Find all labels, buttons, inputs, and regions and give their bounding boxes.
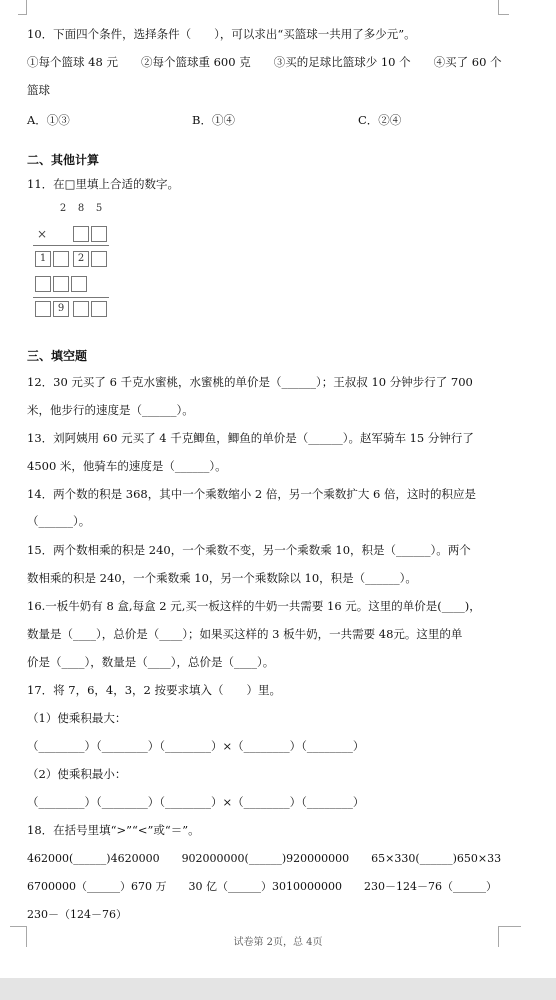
q11-total-line <box>33 297 109 298</box>
q16-line-2: 数量是（____），总价是（____）；如果买这样的 3 板牛奶，一共需要 48元。这里的单 <box>27 627 463 641</box>
section-2-title: 二、其他计算 <box>27 153 100 167</box>
q14-line-2: （______）。 <box>27 514 91 528</box>
q18-line-2: 6700000（______）670 万 30 亿（______）3010000000 230－124－76（______） <box>27 880 497 893</box>
q11-top-digit: 5 <box>95 203 103 214</box>
q11-answer-box[interactable] <box>91 251 107 267</box>
q11-sum-line <box>33 245 109 246</box>
viewer-bottom-bar <box>0 978 556 1000</box>
q11-given-box <box>35 251 51 267</box>
q12-line-1: 12．30 元买了 6 千克水蜜桃，水蜜桃的单价是（______）；王叔叔 10 分钟步行了 700 <box>27 375 473 389</box>
q17-question: 17．将 7，6，4，3，2 按要求填入（ ）里。 <box>27 683 282 697</box>
q17-blanks-1: （________）（________）（________）×（________）（________） <box>27 739 365 753</box>
crop-mark-top-right <box>498 0 509 15</box>
q18-line-1: 462000(______)4620000 902000000(______)920000000 65×330(______)650×33 <box>27 852 502 865</box>
q11-answer-box[interactable] <box>53 276 69 292</box>
q10-option-a: A．①③ <box>27 113 70 127</box>
q13-line-2: 4500 米，他骑车的速度是（______）。 <box>27 459 227 473</box>
q11-top-digit: 2 <box>59 203 67 214</box>
q17-part-2: （2）使乘积最小： <box>27 767 127 781</box>
q10-option-c: C．②④ <box>358 113 402 127</box>
q14-line-1: 14．两个数的积是 368，其中一个乘数缩小 2 倍，另一个乘数扩大 6 倍，这时的积应是 <box>27 487 476 501</box>
q17-part-1: （1）使乘积最大： <box>27 711 127 725</box>
section-3-title: 三、填空题 <box>27 349 88 363</box>
crop-mark-top-left <box>18 0 27 15</box>
q11-answer-box[interactable] <box>91 301 107 317</box>
q12-line-2: 米，他步行的速度是（______）。 <box>27 403 194 417</box>
q11-row3-digit-2: 2 <box>77 253 85 264</box>
q15-line-1: 15．两个数相乘的积是 240，一个乘数不变，另一个乘数乘 10，积是（______）。两个 <box>27 543 471 557</box>
q10-question: 10．下面四个条件，选择条件（ ），可以求出“买篮球一共用了多少元”。 <box>27 27 416 41</box>
q10-option-b: B．①④ <box>192 113 235 127</box>
q11-answer-box[interactable] <box>91 226 107 242</box>
q11-given-box <box>53 301 69 317</box>
q17-blanks-2: （________）（________）（________）×（________）（________） <box>27 795 365 809</box>
q13-line-1: 13．刘阿姨用 60 元买了 4 千克鲫鱼，鲫鱼的单价是（______）。赵军骑车 15 分钟行了 <box>27 431 474 445</box>
q11-answer-box[interactable] <box>53 251 69 267</box>
q11-top-digit: 8 <box>77 203 85 214</box>
q11-given-box <box>73 251 89 267</box>
q11-answer-box[interactable] <box>73 301 89 317</box>
page-footer: 试卷第 2页，总 4页 <box>233 937 323 948</box>
q18-line-3: 230－（124－76） <box>27 908 127 921</box>
q11-answer-box[interactable] <box>35 276 51 292</box>
q16-line-1: 16.一板牛奶有 8 盒,每盒 2 元,买一板这样的牛奶一共需要 16 元。这里的单价是(____)， <box>27 599 481 613</box>
q11-answer-box[interactable] <box>71 276 87 292</box>
q11-times-sign: × <box>37 227 48 241</box>
q11-question: 11．在□里填上合适的数字。 <box>27 177 179 191</box>
q15-line-2: 数相乘的积是 240，一个乘数乘 10，另一个乘数除以 10，积是（______）。 <box>27 571 417 585</box>
q11-row5-digit: 9 <box>57 303 65 314</box>
q10-conditions: ①每个篮球 48 元 ②每个篮球重 600 克 ③买的足球比篮球少 10 个 ④买了 60 个 <box>27 55 502 69</box>
q18-question: 18．在括号里填“>”“<”或“＝”。 <box>27 823 200 837</box>
q11-answer-box[interactable] <box>35 301 51 317</box>
q11-row3-digit-1: 1 <box>39 253 47 264</box>
q10-conditions-tail: 篮球 <box>27 83 50 97</box>
q11-answer-box[interactable] <box>73 226 89 242</box>
q16-line-3: 价是（____），数量是（____），总价是（____）。 <box>27 655 275 669</box>
